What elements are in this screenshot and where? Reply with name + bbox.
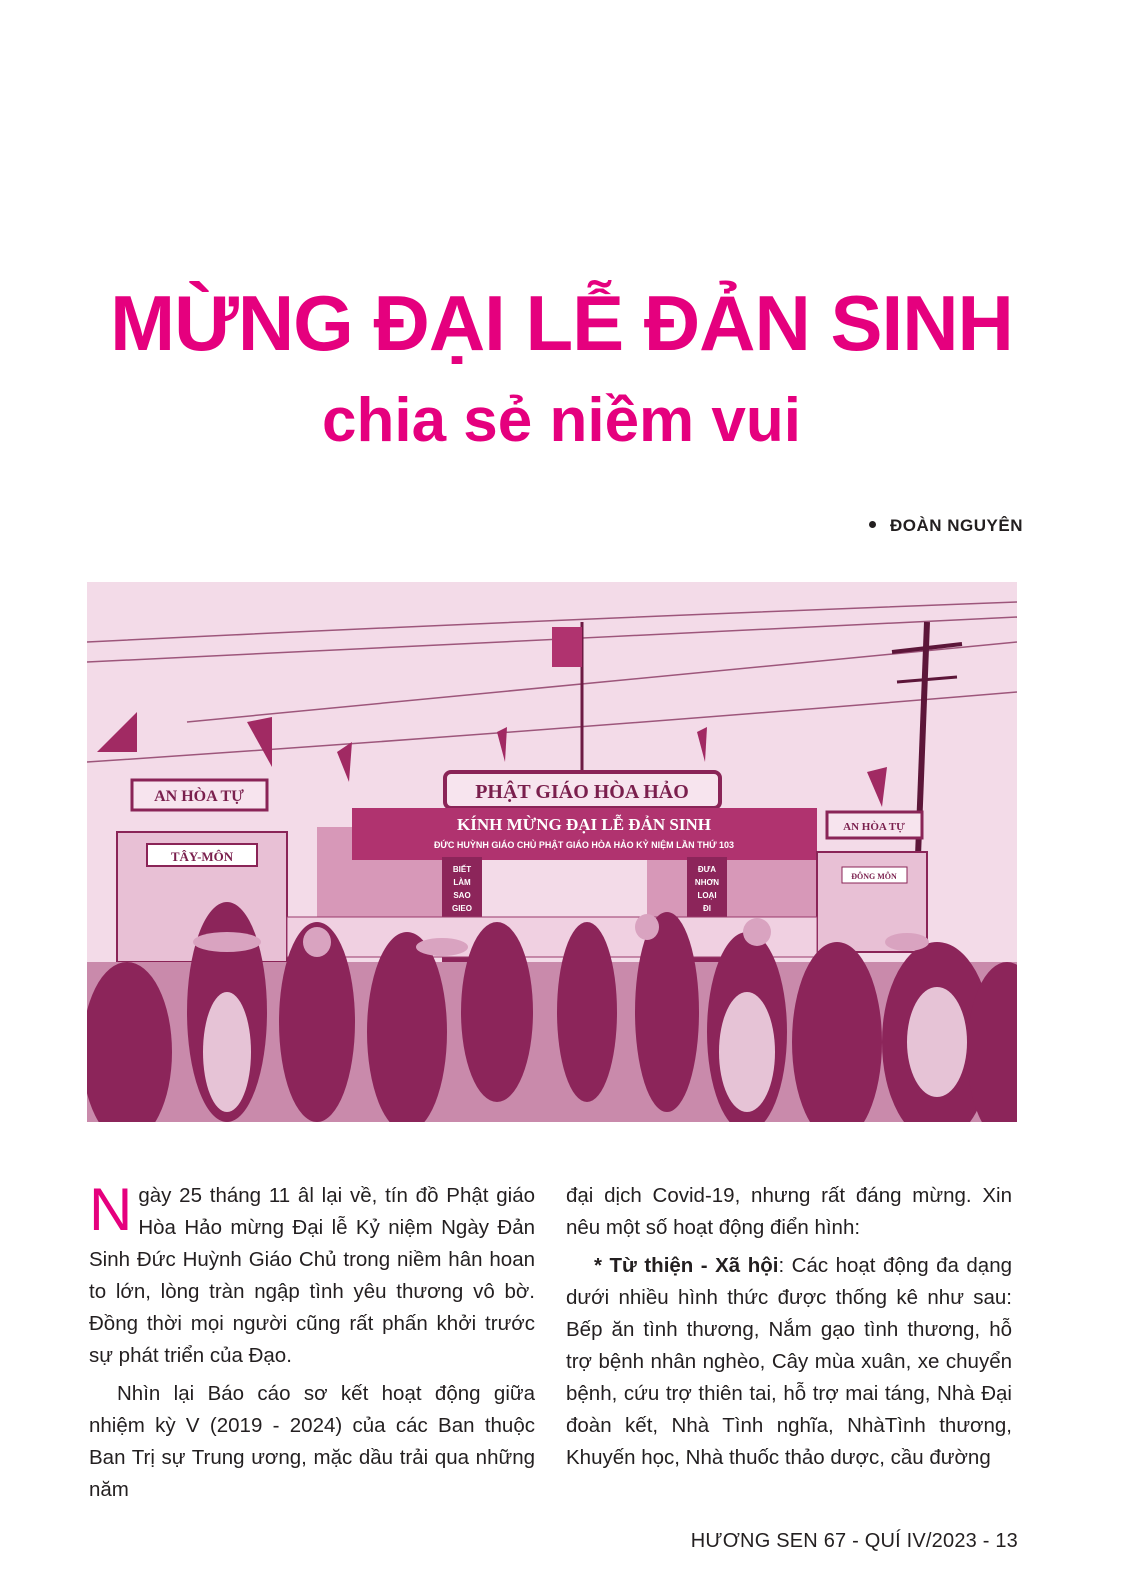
banner-line2-text: ĐỨC HUỲNH GIÁO CHỦ PHẬT GIÁO HÒA HẢO KỶ NIỆM LẦN THỨ 103 [433,840,735,850]
paragraph-1-text: gày 25 tháng 11 âl lại về, tín đồ Phật giáo Hòa Hảo mừng Đại lễ Kỷ niệm Ngày Đản Sinh Đức Huỳnh Giáo Chủ trong niềm hân hoan to lớn, lòng tràn ngập tình yêu thương vô bờ. Đồng thời mọi người cũng rất phấn khởi trước sự phát triển của Đạo. [89,1184,535,1367]
sign-right-text: AN HÒA TỰ [843,821,905,833]
paragraph-1 [89,1176,535,1372]
paragraph-2: Nhìn lại Báo cáo sơ kết hoạt động giữa nhiệm kỳ V (2019 - 2024) của các Ban thuộc Ban Trị sự Trung ương, mặc dầu trải qua những năm [89,1382,535,1501]
pillar-left-0: BIẾT [452,865,472,874]
sign-right-gate-text: ĐÔNG MÔN [851,872,897,881]
sign-left-text: AN HÒA TỰ [154,788,244,805]
article-photo [87,582,1017,1122]
author-byline [869,516,1023,536]
bullet-icon [869,521,876,528]
pillar-right-3: ĐI [703,904,711,913]
banner-line1-text: KÍNH MỪNG ĐẠI LỄ ĐẢN SINH [457,815,711,834]
pillar-left-1: LÀM [453,878,471,887]
paragraph-4-heading: * Từ thiện - Xã hội [594,1254,779,1277]
sign-left-gate-text: TÂY-MÔN [170,849,234,864]
article-title: MỪNG ĐẠI LỄ ĐẢN SINH [110,279,1013,367]
page-footer: HƯƠNG SEN 67 - QUÍ IV/2023 - 13 [690,1530,1018,1552]
paragraph-4-text: : Các hoạt động đa dạng dưới nhiều hình thức được thống kê như sau: Bếp ăn tình thương, Nắm gạo tình thương, hỗ trợ bệnh nhân nghèo, Cây mùa xuân, xe chuyển bệnh, cứu trợ thiên tai, hỗ trợ mai táng, Nhà Đại đoàn kết, Nhà Tình nghĩa, NhàTình thương, Khuyến học, Nhà thuốc thảo dược, cầu đường [566,1254,1013,1469]
drop-cap: N [89,1176,133,1243]
sign-main-text: PHẬT GIÁO HÒA HẢO [475,781,689,803]
pillar-right-0: ĐƯA [697,865,717,874]
pillar-right-1: NHƠN [694,878,720,887]
pillar-left-3: GIEO [451,904,473,913]
pillar-left-2: SAO [453,891,471,900]
paragraph-3: đại dịch Covid-19, nhưng rất đáng mừng. Xin nêu một số hoạt động điển hình: [566,1184,1012,1239]
pillar-right-2: LOẠI [697,891,717,900]
column-left [89,1176,535,1512]
column-right [566,1180,1012,1480]
paragraph-4 [566,1250,1012,1474]
author-name: ĐOÀN NGUYÊN [889,516,1023,535]
article-subtitle: chia sẻ niềm vui [322,386,801,455]
